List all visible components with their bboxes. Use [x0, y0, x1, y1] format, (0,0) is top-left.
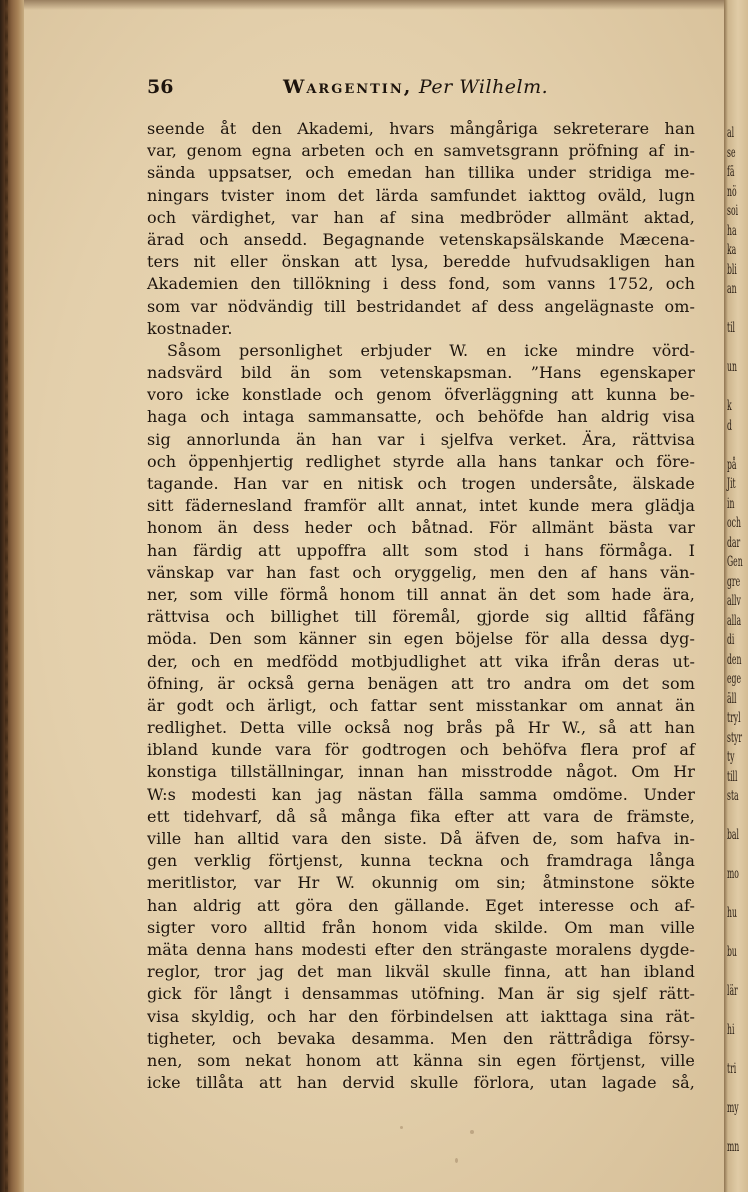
text-line: honom än dess heder och båtnad. För allmänt bästa var — [147, 518, 695, 538]
text-line: rättvisa och billighet till föremål, gjorde sig alltid fåfäng — [147, 607, 695, 627]
text-line: tigheter, och bevaka desamma. Men den rättrådiga försy- — [147, 1028, 695, 1048]
text-line: vänskap var han fast och oryggelig, men den af hans vän- — [147, 562, 695, 582]
facing-page-text-fragment: bu — [727, 944, 737, 960]
facing-page-text-fragment — [727, 809, 744, 823]
facing-page-text-fragment: ty — [727, 749, 735, 765]
text-line: der, och en medfödd motbjudlighet att vika ifrån deras ut- — [147, 651, 695, 671]
facing-page-text-fragment: alla — [727, 612, 742, 629]
facing-page-text-fragment: ka — [727, 242, 737, 258]
facing-page-text-fragment: til — [727, 320, 736, 336]
text-line: var, genom egna arbeten och en samvetsgrann pröfning af in- — [147, 141, 695, 161]
facing-page-text-fragment: gre — [727, 573, 741, 590]
facing-page-text-fragment: al — [727, 125, 735, 141]
text-line: seende åt den Akademi, hvars mångåriga sekreterare han — [147, 119, 695, 138]
text-line: voro icke konstlade och genom öfverläggning att kunna be- — [147, 385, 695, 405]
text-line: W:s modesti kan jag nästan fälla samma omdöme. Under — [147, 784, 695, 804]
text-line: nen, som nekat honom att känna sin egen förtjenst, ville — [147, 1050, 695, 1070]
page-top-shadow — [24, 0, 724, 10]
text-line: sig annorlunda än han var i sjelfva verket. Ära, rättvisa — [147, 429, 695, 449]
facing-page-text-fragment: nö — [727, 183, 737, 200]
facing-page-text-fragment: soi — [727, 203, 739, 219]
facing-page-text-fragment: an — [727, 281, 737, 297]
text-line: meritlistor, var Hr W. okunnig om sin; åtminstone sökte — [147, 873, 695, 893]
text-line: gen verklig förtjenst, kunna teckna och framdraga långa — [147, 851, 695, 871]
text-line: gick för långt i densammas utöfning. Man är sig sjelf rätt- — [147, 984, 695, 1004]
text-line: ett tidehvarf, då så många fika efter att vara de främste, — [147, 806, 695, 826]
text-line: mäta denna hans modesti efter den strängaste moralens dygde- — [147, 939, 695, 959]
text-line: ner, som ville förmå honom till annat än det som hade ära, — [147, 584, 695, 604]
facing-page-text-fragment: ege — [727, 671, 742, 687]
facing-page-text-fragment: dar — [727, 534, 741, 551]
book-binding-edge — [0, 0, 24, 1192]
facing-page-text-fragment — [727, 380, 744, 394]
text-line: som var nödvändig till bestridandet af dess angelägnaste om- — [147, 296, 695, 316]
text-line: och värdighet, var han af sina medbröder allmänt aktad, — [147, 207, 695, 227]
text-line: ville han alltid vara den siste. Då äfven de, som hafva in- — [147, 829, 695, 848]
page-number: 56 — [147, 76, 174, 98]
facing-page-text-fragment: un — [727, 359, 737, 375]
facing-page-text-fragment — [727, 1043, 744, 1057]
text-line: ärad och ansedd. Begagnande vetenskapsälskande Mæcena- — [147, 229, 695, 249]
facing-page-text-fragment: äll — [727, 690, 737, 707]
running-head-surname: Wargentin, — [283, 76, 413, 98]
facing-page-text-fragment: k — [727, 398, 732, 414]
text-line: ningars tvister inom det lärda samfundet iakttog oväld, lugn — [147, 185, 695, 205]
facing-page-text-fragment: tryl — [727, 710, 741, 726]
facing-page-text-fragment: se — [727, 144, 736, 161]
text-line: sigter voro alltid från honom vida skilde. Om man ville — [147, 917, 695, 937]
facing-page-text-fragment — [727, 887, 744, 901]
facing-page-text-fragment — [727, 1004, 744, 1018]
text-line: tagande. Han var en nitisk och trogen undersåte, älskade — [147, 474, 695, 493]
running-head-title — [283, 76, 548, 98]
text-line: icke tillåta att han dervid skulle förlora, utan lagade så, — [147, 1073, 695, 1093]
facing-page-text-fragment: mn — [727, 1139, 740, 1155]
facing-page-text-fragment: och — [727, 515, 741, 531]
text-line: ibland kunde vara för godtrogen och behöfva flera prof af — [147, 740, 695, 760]
facing-page-text-fragment: hi — [727, 1022, 735, 1038]
text-line: reglor, tror jag det man likväl skulle finna, att han ibland — [147, 962, 695, 982]
facing-page-text-fragment: di — [727, 632, 735, 648]
facing-page-text-fragment: tri — [727, 1061, 737, 1077]
facing-page-text-fragment: Jit — [727, 476, 736, 492]
facing-page-text-fragment: my — [727, 1100, 739, 1116]
facing-page-text-fragment — [727, 926, 744, 940]
paper-foxing-spot — [455, 1158, 458, 1163]
text-line: konstiga tillställningar, innan han misstrodde något. Om Hr — [147, 762, 695, 782]
text-line: Akademien den tillökning i dess fond, som vanns 1752, och — [147, 274, 695, 294]
facing-page-text-fragment — [727, 438, 744, 452]
text-line: redlighet. Detta ville också nog brås på Hr W., så att han — [147, 718, 695, 738]
text-line: är godt och ärligt, och fattar sent misstankar om annat än — [147, 695, 695, 715]
facing-page-edge — [724, 0, 748, 1192]
facing-page-text-fragment — [727, 341, 744, 355]
text-line: visa skyldig, och har den förbindelsen att iakttaga sina rät- — [147, 1006, 695, 1026]
facing-page-text-fragment: sta — [727, 788, 739, 804]
facing-page-text-fragment: ha — [727, 222, 737, 239]
text-line: sända uppsatser, och emedan han tillika under stridiga me- — [147, 163, 695, 183]
facing-page-text-fragment — [727, 965, 744, 979]
facing-page-text-fragment — [727, 1082, 744, 1096]
facing-page-text-fragment: mo — [727, 866, 739, 882]
body-text — [147, 118, 695, 1094]
facing-page-text-fragment: hu — [727, 905, 737, 921]
paragraph-end-line: kostnader. — [147, 318, 233, 338]
facing-page-text-fragment — [727, 848, 744, 862]
text-line: möda. Den som känner sin egen böjelse för alla dessa dyg- — [147, 629, 695, 649]
running-header — [147, 76, 692, 100]
text-line: nadsvärd bild än som vetenskapsman. ”Hans egenskaper — [147, 363, 695, 383]
text-line: haga och intaga sammansatte, och behöfde han aldrig visa — [147, 407, 695, 427]
facing-page-text-fragment — [727, 302, 744, 316]
text-line: han färdig att uppoffra allt som stod i hans förmåga. I — [147, 540, 695, 560]
text-line: ters nit eller önskan att lysa, beredde hufvudsakligen han — [147, 252, 695, 272]
paper-foxing-spot — [400, 1126, 403, 1129]
text-line: öfning, är också gerna benägen att tro andra om det som — [147, 673, 695, 693]
facing-page-text-fragment: bal — [727, 827, 739, 843]
text-line: han aldrig att göra den gällande. Eget interesse och af- — [147, 895, 695, 915]
facing-page-text-fragment: till — [727, 768, 738, 785]
facing-page-text-fragment: lär — [727, 983, 738, 999]
facing-page-text-fragment: den — [727, 651, 742, 668]
facing-page-text-fragment: allv — [727, 593, 741, 609]
running-head-given-name: Per Wilhelm. — [418, 76, 549, 98]
paragraph-start-line: Såsom personlighet erbjuder W. en icke mindre vörd- — [167, 340, 695, 360]
facing-page-text-fragment: d — [727, 417, 732, 434]
text-line: sitt fädernesland framför allt annat, intet kunde mera glädja — [147, 496, 695, 516]
facing-page-text-fragment: in — [727, 495, 735, 512]
facing-page-text-fragment: på — [727, 456, 737, 473]
text-line: och öppenhjertig redlighet styrde alla hans tankar och före- — [147, 451, 695, 471]
facing-page-text-fragment — [727, 1121, 744, 1135]
facing-page-text-fragment: Gen — [727, 554, 743, 570]
facing-page-text-fragment: styr — [727, 729, 743, 746]
paper-foxing-spot — [470, 1130, 474, 1134]
facing-page-text-fragment: bli — [727, 261, 737, 278]
facing-page-text-fragment: fä — [727, 164, 735, 180]
